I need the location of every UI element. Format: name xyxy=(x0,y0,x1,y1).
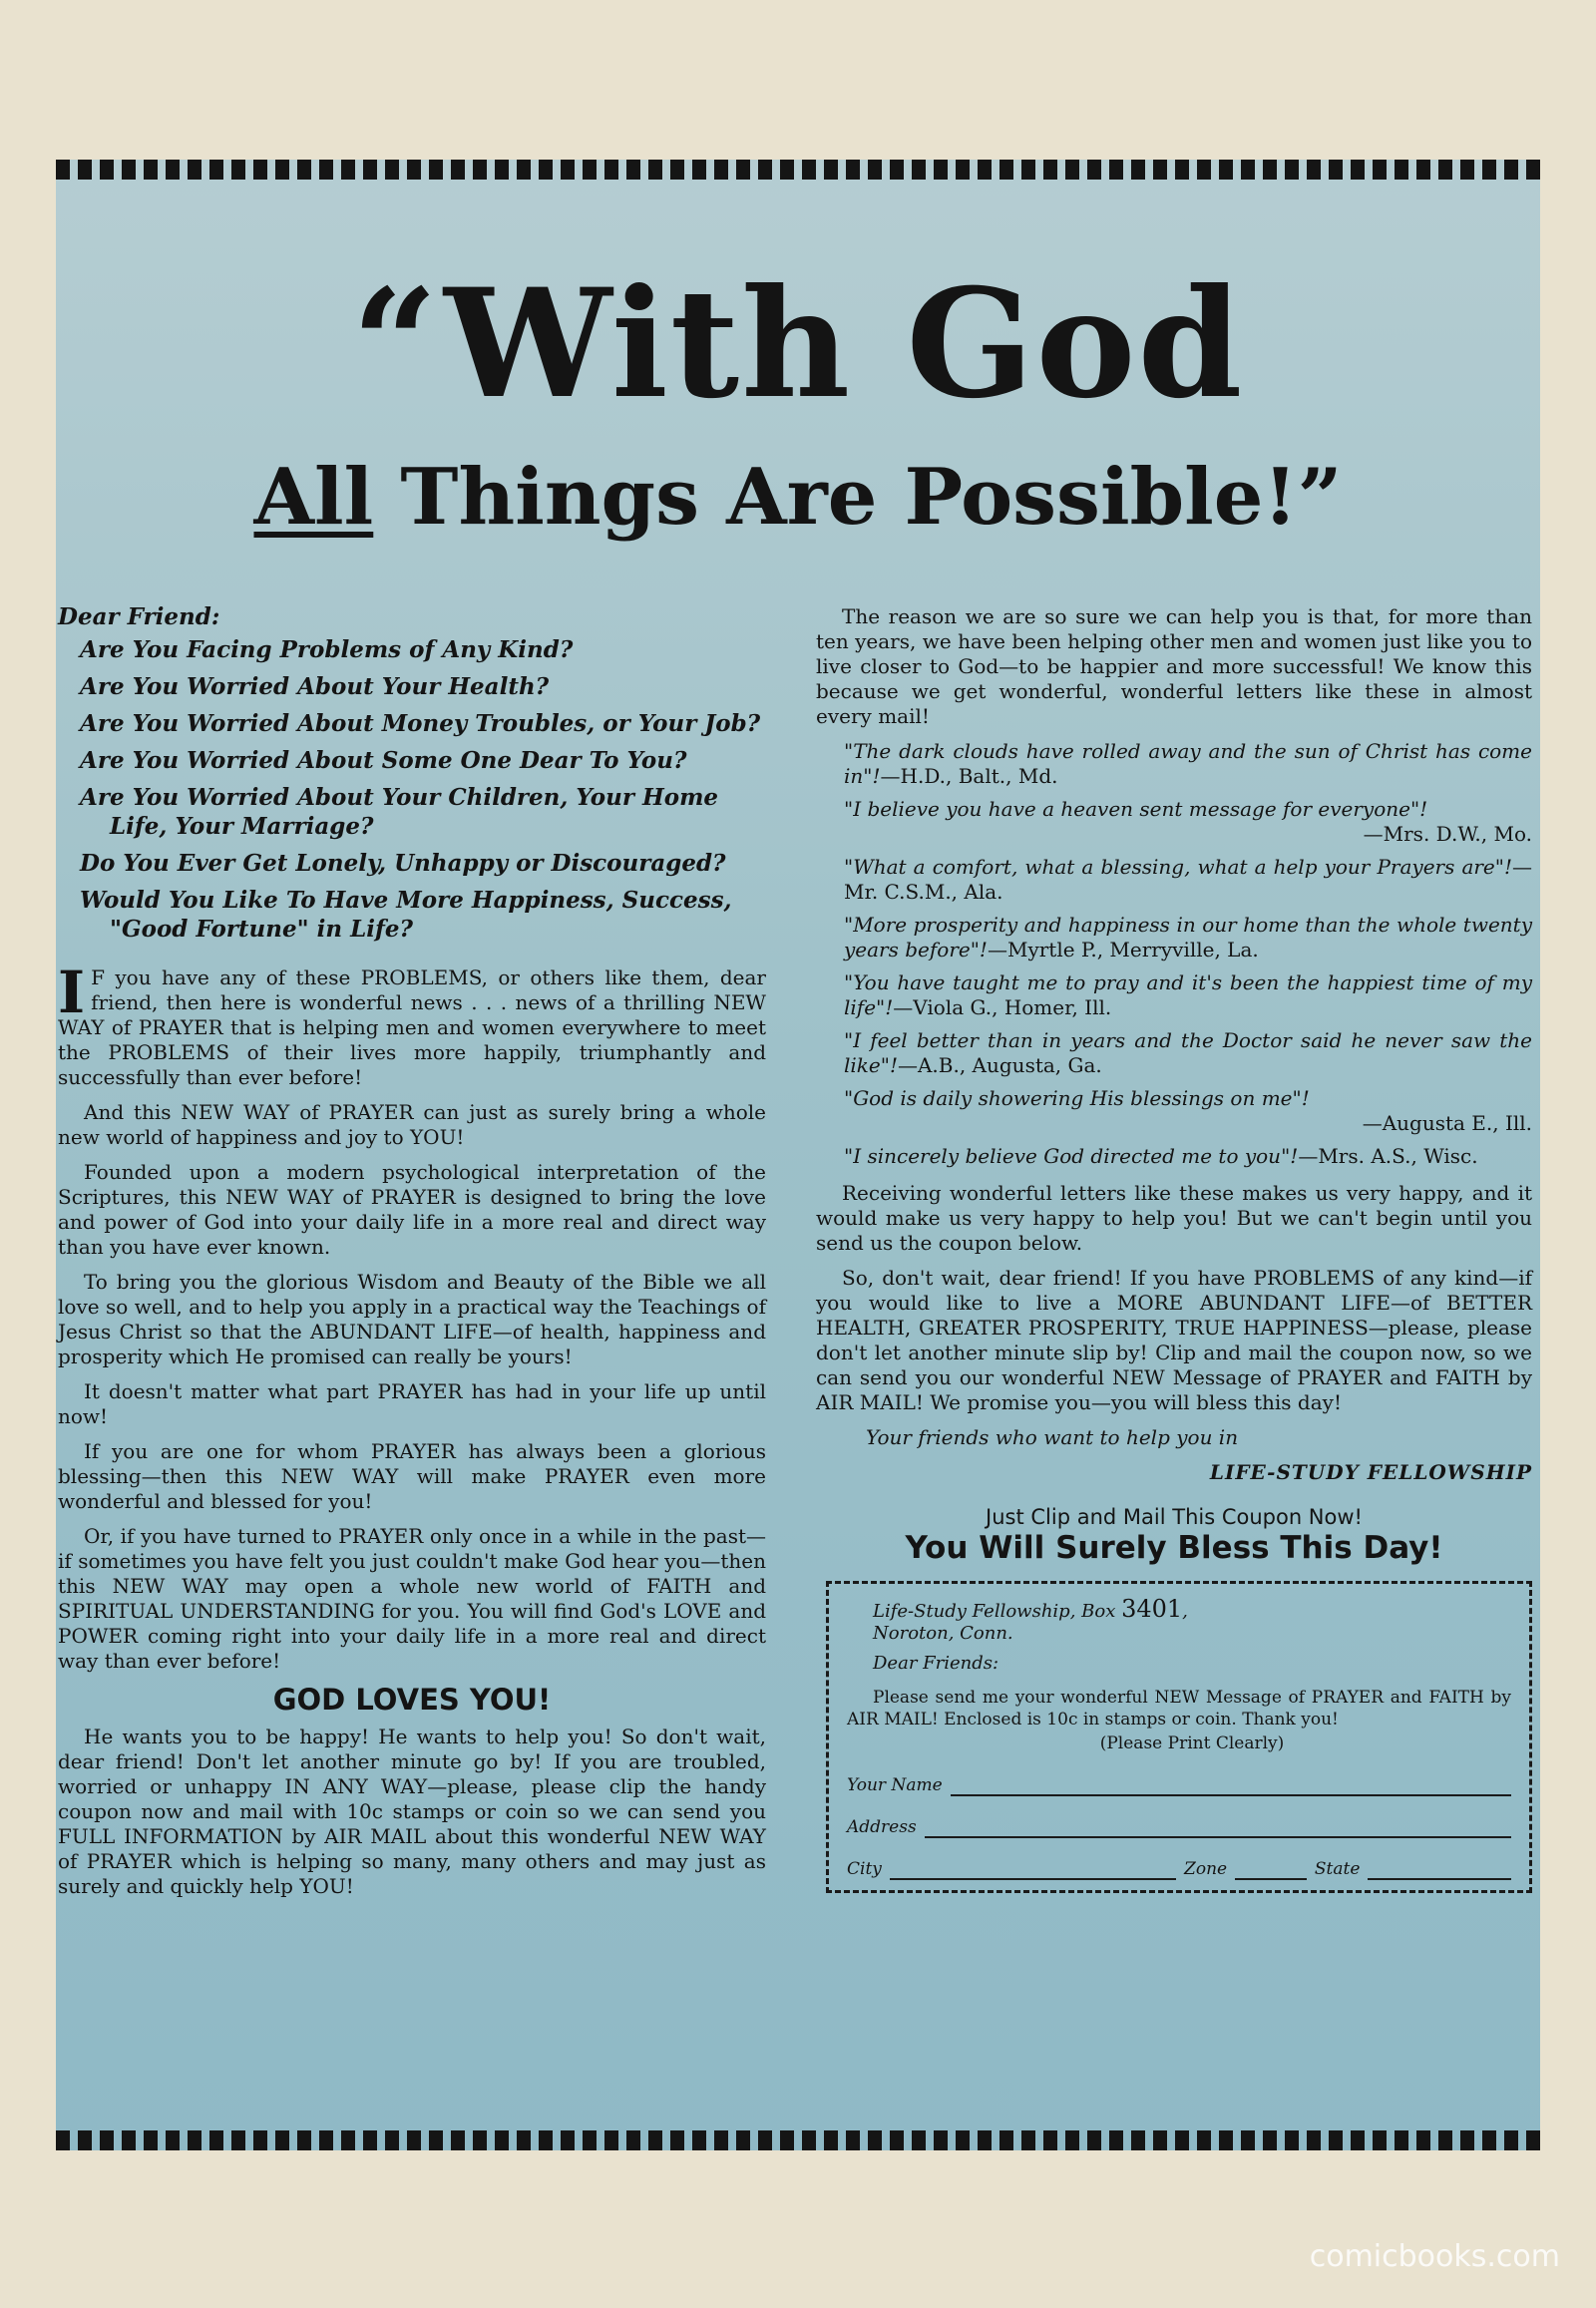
testimonial-quote: "I sincerely believe God directed me to you"! xyxy=(844,1144,1299,1168)
name-label: Your Name xyxy=(847,1775,943,1795)
headline-all-underlined: All xyxy=(253,452,374,543)
testimonial-quote: "The dark clouds have rolled away and the sun of Christ has come in"! xyxy=(844,739,1532,788)
zone-label: Zone xyxy=(1184,1859,1228,1879)
testimonial-quote: "What a comfort, what a blessing, what a help your Prayers are"! xyxy=(844,855,1512,879)
drop-cap: I xyxy=(58,959,86,1026)
testimonial-attribution: —Mrs. A.S., Wisc. xyxy=(1298,1144,1478,1168)
body-paragraph: Or, if you have turned to PRAYER only once in a while in the past—if sometimes you have felt you just couldn't make God hear you—then this NEW WAY may open a whole new world of FAITH and SPIRITUAL UNDERSTANDING for you. You will find God's LOVE and POWER coming right into your daily life in a more real and direct way than ever before! xyxy=(58,1524,766,1673)
testimonial xyxy=(844,797,1532,847)
testimonial xyxy=(844,1086,1532,1136)
body-paragraph: Founded upon a modern psychological interpretation of the Scriptures, this NEW WAY of PRAYER is designed to bring the love and power of God into your daily life in a more real and direct way than you have ever known. xyxy=(58,1160,766,1259)
question-item: Are You Facing Problems of Any Kind? xyxy=(80,636,574,663)
coupon-address xyxy=(847,1595,1511,1623)
testimonial xyxy=(844,855,1532,905)
zone-field[interactable] xyxy=(1235,1862,1307,1880)
body-paragraph: If you are one for whom PRAYER has always been a glorious blessing—then this NEW WAY will make PRAYER even more wonderful and blessed for you! xyxy=(58,1439,766,1513)
name-field[interactable] xyxy=(951,1778,1511,1796)
address-field[interactable] xyxy=(925,1820,1511,1838)
signoff: Your friends who want to help you in xyxy=(866,1425,1239,1449)
question-item: Are You Worried About Your Children, Your Home Life, Your Marriage? xyxy=(80,784,719,840)
question-item: Do You Ever Get Lonely, Unhappy or Discouraged? xyxy=(80,850,726,877)
testimonial-attribution: —Viola G., Homer, Ill. xyxy=(893,995,1112,1019)
headline-line2-rest: Things Are Possible!” xyxy=(373,452,1343,543)
body-paragraph: And this NEW WAY of PRAYER can just as surely bring a whole new world of happiness and joy to YOU! xyxy=(58,1100,766,1149)
coupon-address-comma: , xyxy=(1182,1601,1188,1622)
coupon-greeting: Dear Friends: xyxy=(873,1653,999,1674)
question-item: Would You Like To Have More Happiness, Success, "Good Fortune" in Life? xyxy=(80,887,732,943)
watermark: comicbooks.com xyxy=(1309,2239,1560,2274)
testimonial-attribution: —H.D., Balt., Md. xyxy=(880,764,1058,788)
testimonial-quote: "God is daily showering His blessings on me"! xyxy=(844,1086,1310,1110)
bless-tagline: You Will Surely Bless This Day! xyxy=(905,1530,1443,1566)
body-paragraph: The reason we are so sure we can help you is that, for more than ten years, we have been helping other men and women just like you to live closer to God—to be happier and more successful! We know this because we get wonderful, wonderful letters like these in almost every mail! xyxy=(816,604,1532,728)
coupon-box-number: 3401 xyxy=(1121,1595,1183,1623)
testimonial xyxy=(844,1144,1532,1169)
body-paragraph: It doesn't matter what part PRAYER has had in your life up until now! xyxy=(58,1379,766,1428)
body-paragraph-text: F you have any of these PROBLEMS, or others like them, dear friend, then here is wonderful news . . . news of a thrilling NEW WAY of PRAYER that is helping men and women everywhere to meet the PROBLEMS of their lives more happily, triumphantly and successfully than ever before! xyxy=(58,965,766,1089)
testimonial-attribution: —Augusta E., Ill. xyxy=(1362,1111,1532,1135)
body-paragraph: Receiving wonderful letters like these makes us very happy, and it would make us very happy to help you! But we can't begin until you send us the coupon below. xyxy=(816,1181,1532,1255)
address-label: Address xyxy=(847,1817,917,1837)
testimonial-attribution: —Myrtle P., Merryville, La. xyxy=(987,938,1259,962)
question-list xyxy=(58,635,766,944)
question-item: Are You Worried About Your Health? xyxy=(80,673,550,700)
headline-line2 xyxy=(60,452,1536,543)
left-column xyxy=(58,604,766,1909)
city-zone-state-row xyxy=(847,1858,1511,1880)
signature: LIFE-STUDY FELLOWSHIP xyxy=(1209,1460,1532,1484)
testimonial-quote: "More prosperity and happiness in our home than the whole twenty years before"! xyxy=(844,913,1532,962)
clip-instruction: Just Clip and Mail This Coupon Now! xyxy=(986,1505,1363,1529)
testimonial xyxy=(844,913,1532,962)
state-label: State xyxy=(1314,1859,1361,1879)
testimonial-attribution: —Mrs. D.W., Mo. xyxy=(1363,822,1532,846)
section-title: GOD LOVES YOU! xyxy=(272,1683,552,1717)
body-paragraph: So, don't wait, dear friend! If you have PROBLEMS of any kind—if you would like to live a MORE ABUNDANT LIFE—of BETTER HEALTH, GREATER PROSPERITY, TRUE HAPPINESS—please, please don't let another minute slip by! Clip and mail the coupon now, so we can send you our wonderful NEW Message of PRAYER and FAITH by AIR MAIL! We promise you—you will bless this day! xyxy=(816,1266,1532,1414)
city-label: City xyxy=(847,1859,882,1879)
question-item: Are You Worried About Some One Dear To You? xyxy=(80,747,687,774)
testimonial-list xyxy=(816,739,1532,1169)
state-field[interactable] xyxy=(1368,1862,1511,1880)
body-paragraph xyxy=(58,959,766,1090)
bottom-dashed-border xyxy=(56,2130,1540,2150)
top-dashed-border xyxy=(56,160,1540,180)
address-field-row xyxy=(847,1816,1511,1838)
testimonial xyxy=(844,739,1532,789)
coupon-address-text: Life-Study Fellowship, Box xyxy=(873,1601,1122,1622)
testimonial xyxy=(844,1028,1532,1078)
headline-line1: “With God xyxy=(351,256,1245,432)
salutation: Dear Friend: xyxy=(58,603,220,630)
coupon-print-note: (Please Print Clearly) xyxy=(1099,1733,1285,1753)
testimonial-attribution: —Mr. C.S.M., Ala. xyxy=(844,855,1532,904)
city-field[interactable] xyxy=(890,1862,1176,1880)
body-paragraph: He wants you to be happy! He wants to help you! So don't wait, dear friend! Don't let another minute go by! If you are troubled, worried or unhappy IN ANY WAY—please, please clip the handy coupon now and mail with 10c stamps or coin so we can send you FULL INFORMATION by AIR MAIL about this wonderful NEW WAY of PRAYER which is helping so many, many others and may just as surely and quickly help YOU! xyxy=(58,1725,766,1898)
testimonial-quote: "You have taught me to pray and it's been the happiest time of my life"! xyxy=(844,970,1532,1019)
right-column xyxy=(816,604,1532,1893)
coupon-city: Noroton, Conn. xyxy=(873,1623,1013,1644)
question-item: Are You Worried About Money Troubles, or Your Job? xyxy=(80,710,761,737)
mail-coupon xyxy=(826,1581,1532,1893)
testimonial-quote: "I believe you have a heaven sent message for everyone"! xyxy=(844,797,1428,821)
coupon-message: Please send me your wonderful NEW Message of PRAYER and FAITH by AIR MAIL! Enclosed is 10c in stamps or coin. Thank you! xyxy=(847,1688,1511,1730)
name-field-row xyxy=(847,1774,1511,1796)
testimonial-attribution: —A.B., Augusta, Ga. xyxy=(897,1053,1102,1077)
body-paragraph: To bring you the glorious Wisdom and Beauty of the Bible we all love so well, and to help you apply in a practical way the Teachings of Jesus Christ so that the ABUNDANT LIFE—of health, happiness and prosperity which He promised can really be yours! xyxy=(58,1270,766,1368)
testimonial-quote: "I feel better than in years and the Doctor said he never saw the like"! xyxy=(844,1028,1532,1077)
testimonial xyxy=(844,970,1532,1020)
